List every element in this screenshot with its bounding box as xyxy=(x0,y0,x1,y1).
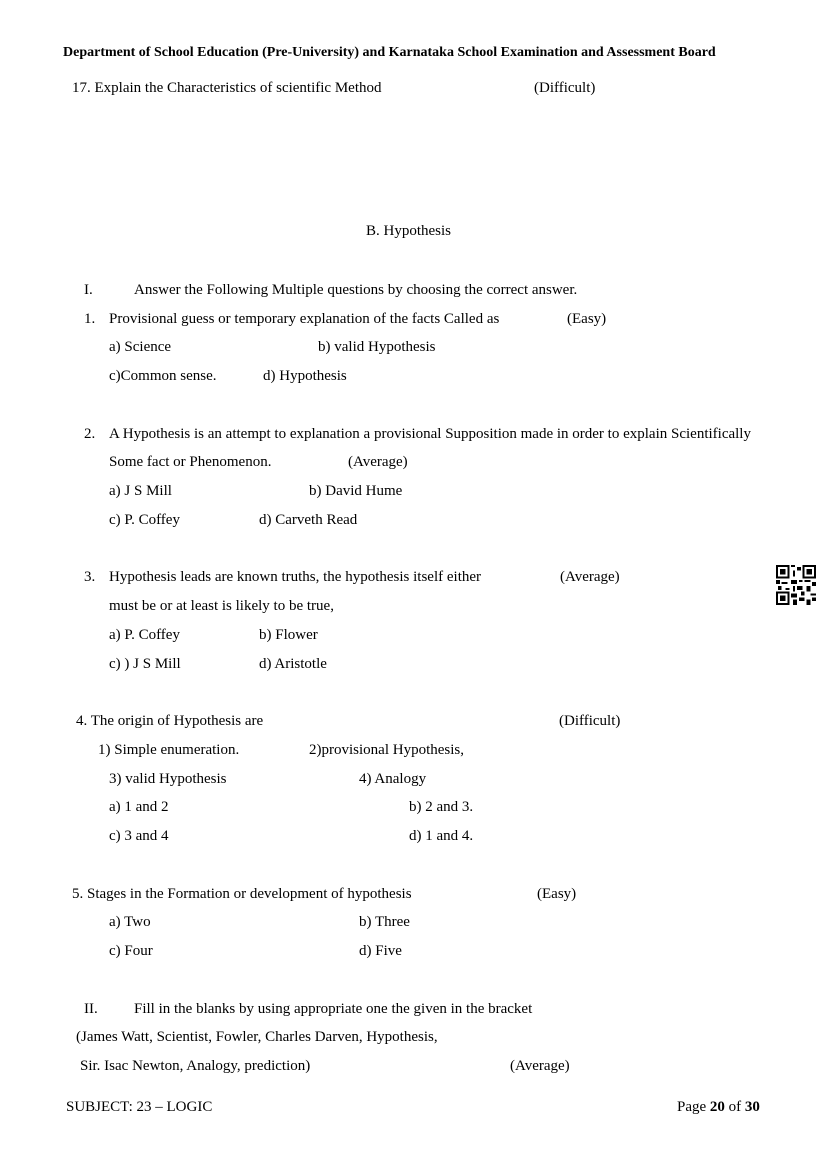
part-1-instruction: Answer the Following Multiple questions by choosing the correct answer. xyxy=(134,282,578,298)
question-1-number: 1. xyxy=(84,311,96,327)
page-total: 30 xyxy=(744,1099,760,1115)
question-1-level: (Easy) xyxy=(567,311,607,327)
question-4-option-c: c) 3 and 4 xyxy=(109,828,169,844)
question-4-level: (Difficult) xyxy=(559,713,621,729)
question-4-item-3: 3) valid Hypothesis xyxy=(109,771,227,787)
question-2-option-c: c) P. Coffey xyxy=(109,512,180,528)
qr-code-icon xyxy=(776,565,816,605)
question-4-option-a: a) 1 and 2 xyxy=(109,799,169,815)
question-3-option-a: a) P. Coffey xyxy=(109,627,180,643)
question-1-option-c: c)Common sense. xyxy=(109,368,217,384)
part-2-word-list-line-1: (James Watt, Scientist, Fowler, Charles Darven, Hypothesis, xyxy=(76,1029,438,1045)
question-5-option-a: a) Two xyxy=(109,914,151,930)
question-3-option-c: c) ) J S Mill xyxy=(109,656,181,672)
page-prefix: Page xyxy=(677,1099,710,1115)
question-1-option-a: a) Science xyxy=(109,339,172,355)
question-1-option-d: d) Hypothesis xyxy=(263,368,347,384)
part-2-level: (Average) xyxy=(510,1058,570,1074)
question-5-option-d: d) Five xyxy=(359,943,402,959)
question-2-option-b: b) David Hume xyxy=(309,483,403,499)
question-5-level: (Easy) xyxy=(537,886,577,902)
question-4-item-1: 1) Simple enumeration. xyxy=(98,742,240,758)
question-5-option-c: c) Four xyxy=(109,943,153,959)
question-3-option-d: d) Aristotle xyxy=(259,656,327,672)
question-2-option-a: a) J S Mill xyxy=(109,483,172,499)
section-title: B. Hypothesis xyxy=(366,223,452,239)
part-2-instruction: Fill in the blanks by using appropriate one the given in the bracket xyxy=(134,1001,533,1017)
question-17-text: 17. Explain the Characteristics of scientific Method xyxy=(72,80,382,96)
question-1-option-b: b) valid Hypothesis xyxy=(318,339,436,355)
question-4-option-b: b) 2 and 3. xyxy=(409,799,474,815)
question-5-option-b: b) Three xyxy=(359,914,410,930)
page-current: 20 xyxy=(709,1099,725,1115)
question-3-text: Hypothesis leads are known truths, the hypothesis itself either xyxy=(109,569,482,585)
question-3-level: (Average) xyxy=(560,569,620,585)
question-3-number: 3. xyxy=(84,569,96,585)
question-4-item-2: 2)provisional Hypothesis, xyxy=(309,742,464,758)
part-2-word-list-line-2: Sir. Isac Newton, Analogy, prediction) xyxy=(80,1058,311,1074)
question-4-option-d: d) 1 and 4. xyxy=(409,828,474,844)
question-4-item-4: 4) Analogy xyxy=(359,771,427,787)
question-5-text: 5. Stages in the Formation or development of hypothesis xyxy=(72,886,412,902)
question-4-text: 4. The origin of Hypothesis are xyxy=(76,713,264,729)
footer-subject: SUBJECT: 23 – LOGIC xyxy=(66,1099,213,1115)
question-3-option-b: b) Flower xyxy=(259,627,318,643)
question-2-level: (Average) xyxy=(348,454,408,470)
part-2-number: II. xyxy=(84,1001,98,1017)
question-2-text: A Hypothesis is an attempt to explanation a provisional Supposition made in order to explain Scientifically xyxy=(109,426,751,442)
question-3-text-line-2: must be or at least is likely to be true, xyxy=(109,598,334,614)
question-2-text-line-2: Some fact or Phenomenon. xyxy=(109,454,272,470)
question-17-level: (Difficult) xyxy=(534,80,596,96)
part-1-number: I. xyxy=(84,282,93,298)
question-1-text: Provisional guess or temporary explanation of the facts Called as xyxy=(109,311,500,327)
footer-page-number xyxy=(677,1100,760,1115)
page-header: Department of School Education (Pre-University) and Karnataka School Examination and Assessment Board xyxy=(63,45,716,60)
question-2-option-d: d) Carveth Read xyxy=(259,512,358,528)
question-2-number: 2. xyxy=(84,426,96,442)
page-of: of xyxy=(724,1099,745,1115)
